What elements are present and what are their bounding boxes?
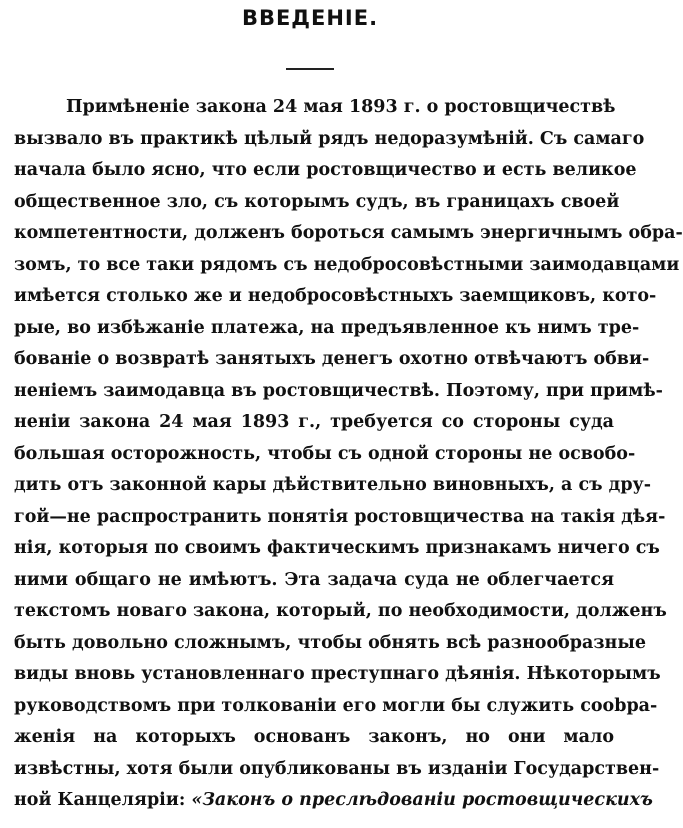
- text-line: неніи закона 24 мая 1893 г., требуется со стороны суда: [14, 412, 614, 432]
- text-line: ними общаго не имѣютъ. Эта задача суда не облегчается: [14, 569, 614, 590]
- text-line: неніемъ заимодавца въ ростовщичествѣ. Поэтому, при примѣ-: [14, 380, 663, 401]
- text-line: начала было ясно, что если ростовщичество и есть великое: [14, 160, 637, 180]
- text-line: руководствомъ при толкованіи его могли бы служить соobра-: [14, 695, 658, 716]
- page-title: ВВЕДЕНІЕ.: [241, 6, 379, 30]
- text-line: текстомъ новаго закона, который, по необходимости, долженъ: [14, 601, 667, 621]
- text-line: рые, во избѣжаніе платежа, на предъявленное къ нимъ тре-: [14, 317, 640, 338]
- text-line: общественное зло, съ которымъ судъ, въ границахъ своей: [14, 191, 620, 212]
- text-line: зомъ, то все таки рядомъ съ недобросовѣстными заимодавцами: [14, 254, 680, 275]
- text-line: вызвало въ практикѣ цѣлый рядъ недоразумѣній. Съ самаго: [14, 128, 645, 149]
- text-line: виды вновь установленнаго преступнаго дѣянія. Нѣкоторымъ: [14, 664, 661, 684]
- title-divider: [286, 68, 334, 70]
- text-line: гой—не распространить понятія ростовщичества на такія дѣя-: [14, 506, 666, 527]
- text-line: женія на которыхъ основанъ законъ, но они мало: [14, 727, 614, 747]
- text-line: большая осторожность, чтобы съ одной стороны не освобо-: [14, 443, 636, 464]
- text-line-last-italic: «Законъ о преслѣдованіи ростовщическихъ: [191, 790, 653, 810]
- text-line: нія, которыя по своимъ фактическимъ признакамъ ничего съ: [14, 538, 660, 558]
- text-line: бованіе о возвратѣ занятыхъ денегъ охотно отвѣчаютъ обви-: [14, 349, 650, 369]
- text-line-last: [14, 785, 653, 817]
- text-line-last-roman: ной Канцеляріи:: [14, 790, 192, 810]
- text-line: извѣстны, хотя были опубликованы въ изданіи Государствен-: [14, 758, 660, 779]
- body-paragraph: [14, 92, 683, 817]
- text-line: имѣется столько же и недобросовѣстныхъ заемщиковъ, кото-: [14, 286, 657, 306]
- text-line: Примѣненіе закона 24 мая 1893 г. о ростовщичествѣ: [66, 97, 616, 117]
- text-line: быть довольно сложнымъ, чтобы обнять всѣ разнообразные: [14, 632, 647, 653]
- text-line: компетентности, долженъ бороться самымъ энергичнымъ обра-: [14, 223, 683, 243]
- text-line: дить отъ законной кары дѣйствительно виновныхъ, а съ дру-: [14, 475, 652, 495]
